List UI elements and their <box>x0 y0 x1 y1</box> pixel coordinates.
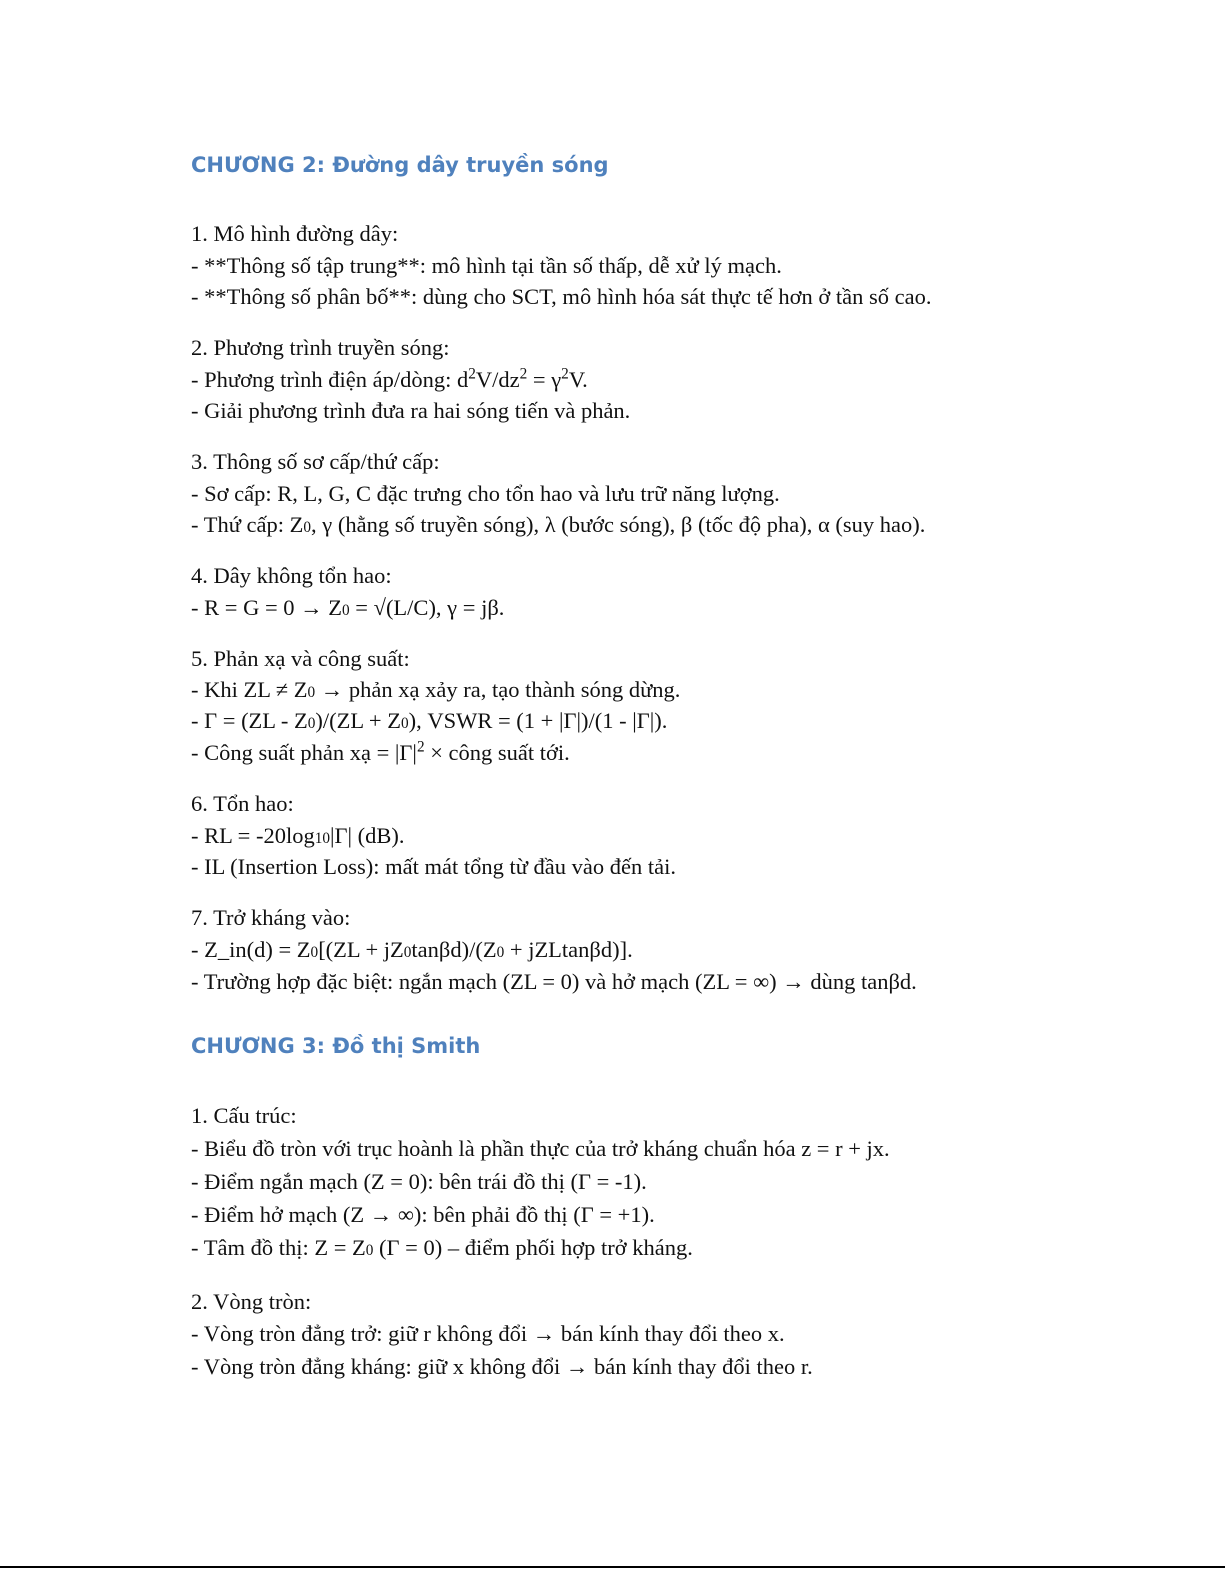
body-line: - IL (Insertion Loss): mất mát tổng từ đầu vào đến tải. <box>191 854 676 879</box>
body-line: - RL = -20log10|Γ| (dB). <box>191 823 405 848</box>
body-line: - Biểu đồ tròn với trục hoành là phần thực của trở kháng chuẩn hóa z = r + jx. <box>191 1136 890 1161</box>
body-line: - Z_in(d) = Z0[(ZL + jZ0tanβd)/(Z0 + jZLtanβd)]. <box>191 937 633 962</box>
section-heading: 2. Phương trình truyền sóng: <box>191 335 450 360</box>
section-heading: 5. Phản xạ và công suất: <box>191 646 410 671</box>
body-line: - Tâm đồ thị: Z = Z0 (Γ = 0) – điểm phối hợp trở kháng. <box>191 1235 693 1260</box>
body-line: - Trường hợp đặc biệt: ngắn mạch (ZL = 0) và hở mạch (ZL = ∞) → dùng tanβd. <box>191 969 917 994</box>
section-heading: 7. Trở kháng vào: <box>191 905 351 930</box>
body-line: - Giải phương trình đưa ra hai sóng tiến và phản. <box>191 398 631 423</box>
body-line: - Công suất phản xạ = $|\Gamma|^2$ × công suất tới. <box>191 738 570 765</box>
body-line: - R = G = 0 → Z0 = √(L/C), γ = jβ. <box>191 595 505 620</box>
body-line: - Sơ cấp: R, L, G, C đặc trưng cho tổn hao và lưu trữ năng lượng. <box>191 481 780 506</box>
chapter-3-title: CHƯƠNG 3: Đồ thị Smith <box>191 1034 481 1058</box>
body-line: - Vòng tròn đẳng kháng: giữ x không đổi → bán kính thay đổi theo r. <box>191 1354 813 1379</box>
body-line: - Khi ZL ≠ Z0 → phản xạ xảy ra, tạo thành sóng dừng. <box>191 677 681 702</box>
body-line: - Vòng tròn đẳng trở: giữ r không đổi → bán kính thay đổi theo x. <box>191 1321 785 1346</box>
body-line: - Điểm ngắn mạch (Z = 0): bên trái đồ thị (Γ = -1). <box>191 1169 647 1194</box>
chapter-2-title: CHƯƠNG 2: Đường dây truyền sóng <box>191 153 609 177</box>
section-heading: 2. Vòng tròn: <box>191 1289 312 1314</box>
body-line: - **Thông số phân bố**: dùng cho SCT, mô hình hóa sát thực tế hơn ở tần số cao. <box>191 284 932 309</box>
body-line: - Thứ cấp: Z0, γ (hằng số truyền sóng), λ (bước sóng), β (tốc độ pha), α (suy hao). <box>191 512 926 537</box>
section-heading: 4. Dây không tổn hao: <box>191 563 392 588</box>
body-line: - Điểm hở mạch (Z → ∞): bên phải đồ thị (Γ = +1). <box>191 1202 655 1227</box>
body-line: - Γ = (ZL - Z0)/(ZL + Z0), VSWR = (1 + |Γ|)/(1 - |Γ|). <box>191 708 668 733</box>
section-heading: 3. Thông số sơ cấp/thứ cấp: <box>191 449 440 474</box>
section-heading: 6. Tổn hao: <box>191 791 294 816</box>
body-line: - Phương trình điện áp/dòng: $d^2V/dz^2 = \gamma^2V$. <box>191 365 588 392</box>
body-line: - **Thông số tập trung**: mô hình tại tần số thấp, dễ xử lý mạch. <box>191 253 782 278</box>
section-heading: 1. Mô hình đường dây: <box>191 221 399 246</box>
page-bottom-border <box>0 1566 1225 1568</box>
section-heading: 1. Cấu trúc: <box>191 1103 297 1128</box>
